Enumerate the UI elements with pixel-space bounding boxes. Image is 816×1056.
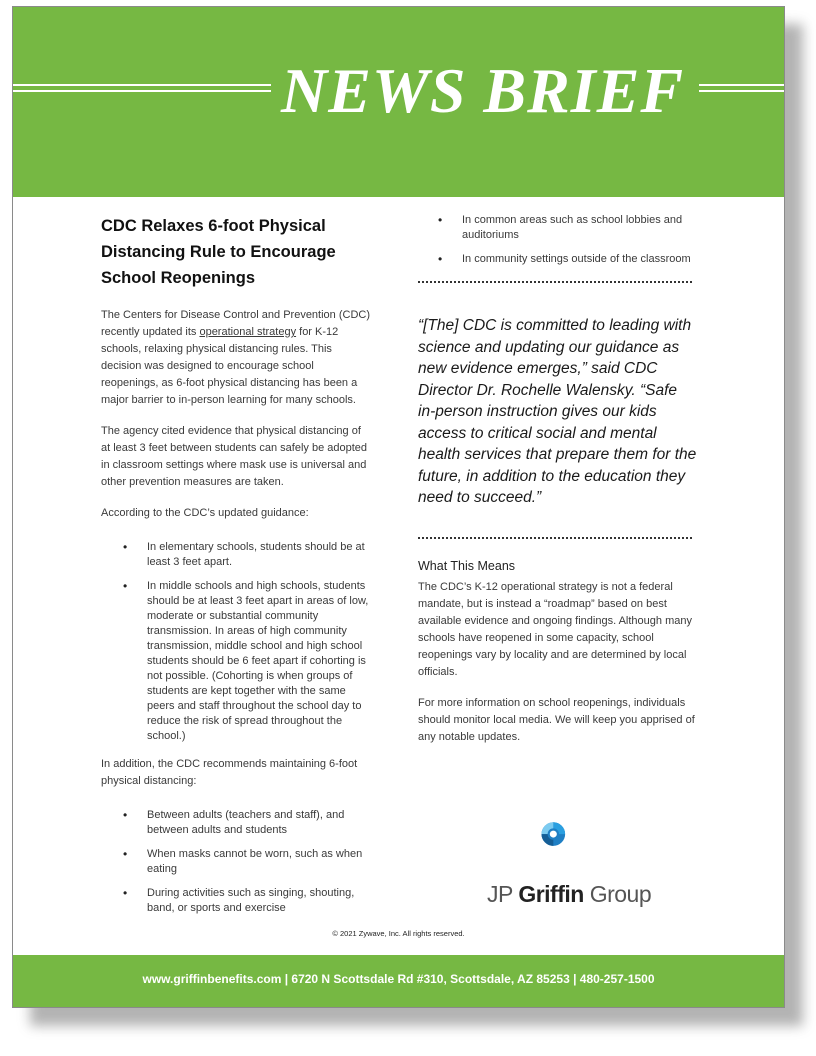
list-item: • In common areas such as school lobbies and auditoriums xyxy=(462,213,698,243)
distancing-list-continued xyxy=(418,213,698,267)
guidance-intro: According to the CDC’s updated guidance: xyxy=(101,507,309,519)
operational-strategy-link[interactable]: operational strategy xyxy=(199,326,297,338)
meaning-paragraph: The CDC’s K-12 operational strategy is not a federal mandate, but is instead a “roadmap” based on best available evidence and ongoing findings. Although many schools have reopened in some capacity, school reopenings vary by locality and are determined by local officials. xyxy=(418,580,692,678)
banner-title: NEWS BRIEF xyxy=(281,55,685,126)
pull-quote: “[The] CDC is committed to leading with science and updating our guidance as new evidence emerges,” said CDC Director Dr. Rochelle Walensky. “Safe in-person instruction gives our kids access to critical social and mental health services that prepare them for the future, in addition to the education they need to succeed.” xyxy=(418,317,697,506)
list-item: • In elementary schools, students should be at least 3 feet apart. xyxy=(147,540,373,570)
list-item: • In middle schools and high schools, students should be at least 3 feet apart in areas of low, moderate or substantial community transmission. In areas of high community transmission, middle school and high school students should be 6 feet apart if cohorting is not possible. (Cohorting is when groups of students are kept together with the same peers and staff throughout the school day to reduce the risk of spread throughout the school.) xyxy=(147,579,373,744)
logo-text-first: JP xyxy=(487,881,519,907)
list-item: • Between adults (teachers and staff), and between adults and students xyxy=(147,808,373,838)
logo-text-last: Group xyxy=(583,881,652,907)
left-column xyxy=(101,213,373,928)
evidence-paragraph: The agency cited evidence that physical distancing of at least 3 feet between students can safely be adopted in classroom settings where mask use is universal and other prevention measures are taken. xyxy=(101,425,368,488)
article-headline: CDC Relaxes 6-foot Physical Distancing Rule to Encourage School Reopenings xyxy=(101,217,336,287)
guidance-list xyxy=(101,540,373,744)
list-item: • In community settings outside of the classroom xyxy=(462,252,698,267)
recommendation-paragraph: In addition, the CDC recommends maintaining 6-foot physical distancing: xyxy=(101,758,358,787)
banner-rule-left-top xyxy=(13,84,271,86)
distancing-list xyxy=(101,808,373,916)
swirl-logo-icon xyxy=(538,815,608,875)
intro-text-end: for K-12 schools, relaxing physical distancing rules. This decision was designed to encourage school reopenings, as 6-foot physical distancing has been a major barrier to in-person learning for many schools. xyxy=(101,326,358,406)
header-banner xyxy=(13,7,784,197)
logo-text-bold: Griffin xyxy=(518,881,584,907)
intro-text-start: The Centers for Disease Control and Prevention (CDC) recently updated its xyxy=(101,309,371,338)
list-item: • During activities such as singing, shouting, band, or sports and exercise xyxy=(147,886,373,916)
closing-paragraph: For more information on school reopenings, individuals should monitor local media. We will keep you apprised of any notable updates. xyxy=(418,696,695,743)
banner-rule-right-top xyxy=(699,84,785,86)
right-column xyxy=(418,213,698,760)
banner-rule-left-bottom xyxy=(13,90,271,92)
footer-banner xyxy=(13,955,784,1007)
copyright-notice: © 2021 Zywave, Inc. All rights reserved. xyxy=(332,929,465,938)
document-page xyxy=(12,6,785,1008)
company-logo-text xyxy=(487,881,651,908)
footer-contact-info: www.griffinbenefits.com | 6720 N Scottsdale Rd #310, Scottsdale, AZ 85253 | 480-257-1500 xyxy=(142,972,655,986)
section-heading: What This Means xyxy=(418,558,516,573)
list-item: • When masks cannot be worn, such as when eating xyxy=(147,847,373,877)
banner-rule-right-bottom xyxy=(699,90,785,92)
intro-paragraph xyxy=(101,307,373,409)
